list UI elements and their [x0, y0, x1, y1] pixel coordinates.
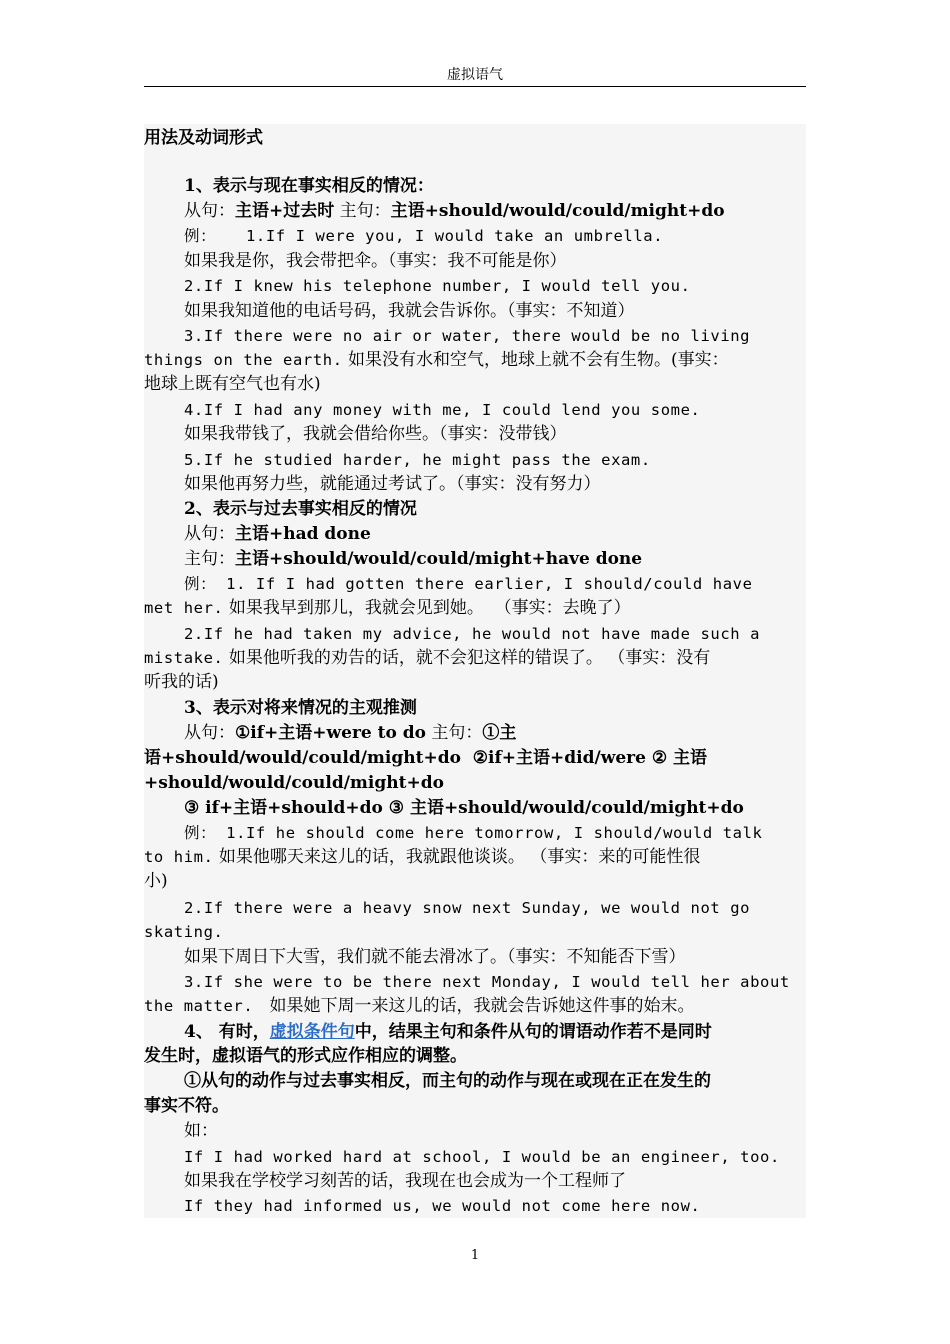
- s2-clause-line: [184, 522, 371, 546]
- s2-main-line: [184, 547, 642, 571]
- s3-example-3-b: [144, 994, 694, 1018]
- s3-example-3-b-cn: 如果她下周一来这儿的话，我就会告诉她这件事的始末。: [253, 996, 695, 1016]
- s2-example-1-b-cn: 如果我早到那儿，我就会见到她。 （事实：去晚了）: [223, 598, 631, 618]
- s2-example-2-b-en: mistake.: [144, 649, 224, 667]
- section-4-title: [184, 1020, 712, 1044]
- s1-example-1-en: 例： 1.If I were you, I would take an umbrella.: [184, 227, 664, 245]
- subjunctive-conditional-link[interactable]: 虚拟条件句: [269, 1022, 355, 1042]
- s3-example-3-a: 3.If she were to be there next Monday, I would tell her about: [184, 973, 790, 991]
- s4-point-1-a: ①从句的动作与过去事实相反，而主句的动作与现在或现在正在发生的: [184, 1071, 711, 1091]
- s1-example-3-b-en: things on the earth.: [144, 351, 343, 369]
- document-body: [144, 124, 806, 1218]
- s4-example-label: 如：: [184, 1121, 218, 1141]
- s4-point-1-b: 事实不符。: [144, 1096, 229, 1116]
- s3-main-form-1: ①主: [482, 723, 517, 743]
- s1-example-4-en: 4.If I had any money with me, I could lend you some.: [184, 401, 701, 419]
- s3-example-1-b: [144, 845, 700, 869]
- s1-example-3-a: 3.If there were no air or water, there would be no living: [184, 327, 751, 345]
- s3-example-2-cn: 如果下周日下大雪，我们就不能去滑冰了。（事实：不知能否下雪）: [184, 947, 686, 967]
- s1-clause-form: 主语+过去时: [235, 201, 335, 221]
- s2-main-form: 主语+should/would/could/might+have done: [235, 549, 643, 569]
- s3-example-1-c: 小): [144, 871, 168, 891]
- s2-example-2-b: [144, 646, 710, 670]
- s1-example-1-cn: 如果我是你，我会带把伞。（事实：我不可能是你）: [184, 251, 567, 271]
- s3-example-2-b: skating.: [144, 923, 224, 941]
- s2-example-2-b-cn: 如果他听我的劝告的话，就不会犯这样的错误了。 （事实：没有: [223, 648, 711, 668]
- s4-title-b: 中，结果主句和条件从句的谓语动作若不是同时: [354, 1022, 712, 1042]
- s3-form-line-2: 语+should/would/could/might+do ②if+主语+did/were ② 主语: [144, 748, 708, 768]
- s3-main-label: 主句：: [425, 723, 483, 743]
- s4-example-1-cn: 如果我在学校学习刻苦的话，我现在也会成为一个工程师了: [184, 1171, 626, 1191]
- s1-example-3-c: 地球上既有空气也有水): [144, 374, 321, 394]
- s2-example-2-c: 听我的话): [144, 672, 219, 692]
- s3-clause-label: 从句：: [184, 723, 235, 743]
- s2-clause-form: 主语+had done: [235, 524, 371, 544]
- s2-main-label: 主句：: [184, 549, 235, 569]
- s1-example-5-cn: 如果他再努力些，就能通过考试了。（事实：没有努力）: [184, 474, 601, 494]
- s3-example-1-b-en: to him.: [144, 848, 214, 866]
- section-2-title: 2、表示与过去事实相反的情况: [184, 499, 417, 519]
- s2-example-2-a: 2.If he had taken my advice, he would not have made such a: [184, 625, 761, 643]
- s2-example-1-a: 例： 1. If I had gotten there earlier, I should/could have: [184, 575, 753, 593]
- s1-clause-label: 从句：: [184, 201, 235, 221]
- s3-clause-form-1: ①if+主语+were to do: [235, 723, 426, 743]
- page-number: 1: [470, 1248, 480, 1263]
- s2-example-1-b-en: met her.: [144, 599, 224, 617]
- s1-example-3-b-cn: 如果没有水和空气，地球上就不会有生物。(事实：: [342, 350, 729, 370]
- s1-example-2-en: 2.If I knew his telephone number, I would tell you.: [184, 277, 691, 295]
- s3-form-line-3: +should/would/could/might+do: [144, 773, 444, 793]
- s1-example-3-b: [144, 348, 729, 372]
- page-header: 虚拟语气: [144, 66, 806, 87]
- s3-example-1-b-cn: 如果他哪天来这儿的话，我就跟他谈谈。 （事实：来的可能性很: [213, 847, 701, 867]
- s2-example-1-b: [144, 596, 631, 620]
- s1-main-form: 主语+should/would/could/might+do: [390, 201, 725, 221]
- section-1-title: 1、表示与现在事实相反的情况：: [184, 176, 434, 196]
- s1-example-2-cn: 如果我知道他的电话号码，我就会告诉你。（事实：不知道）: [184, 301, 635, 321]
- s1-example-4-cn: 如果我带钱了，我就会借给你些。（事实：没带钱）: [184, 424, 567, 444]
- s3-form-line-4: ③ if+主语+should+do ③ 主语+should/would/could/might+do: [184, 798, 744, 818]
- s3-example-2-a: 2.If there were a heavy snow next Sunday, we would not go: [184, 899, 751, 917]
- s2-clause-label: 从句：: [184, 524, 235, 544]
- s1-form-line: [184, 199, 725, 223]
- s4-example-2-en: If they had informed us, we would not come here now.: [184, 1197, 701, 1215]
- s3-example-3-b-en: the matter.: [144, 997, 254, 1015]
- s4-title-a: 4、 有时，: [184, 1022, 270, 1042]
- s1-example-5-en: 5.If he studied harder, he might pass the exam.: [184, 451, 651, 469]
- section-heading: 用法及动词形式: [144, 128, 263, 148]
- s1-main-label: 主句：: [334, 201, 391, 221]
- s3-example-1-a: 例： 1.If he should come here tomorrow, I should/would talk: [184, 824, 763, 842]
- s4-example-1-en: If I had worked hard at school, I would be an engineer, too.: [184, 1148, 780, 1166]
- section-3-title: 3、表示对将来情况的主观推测: [184, 698, 417, 718]
- s4-title-continued: 发生时，虚拟语气的形式应作相应的调整。: [144, 1046, 467, 1066]
- s3-form-line-1: [184, 721, 516, 745]
